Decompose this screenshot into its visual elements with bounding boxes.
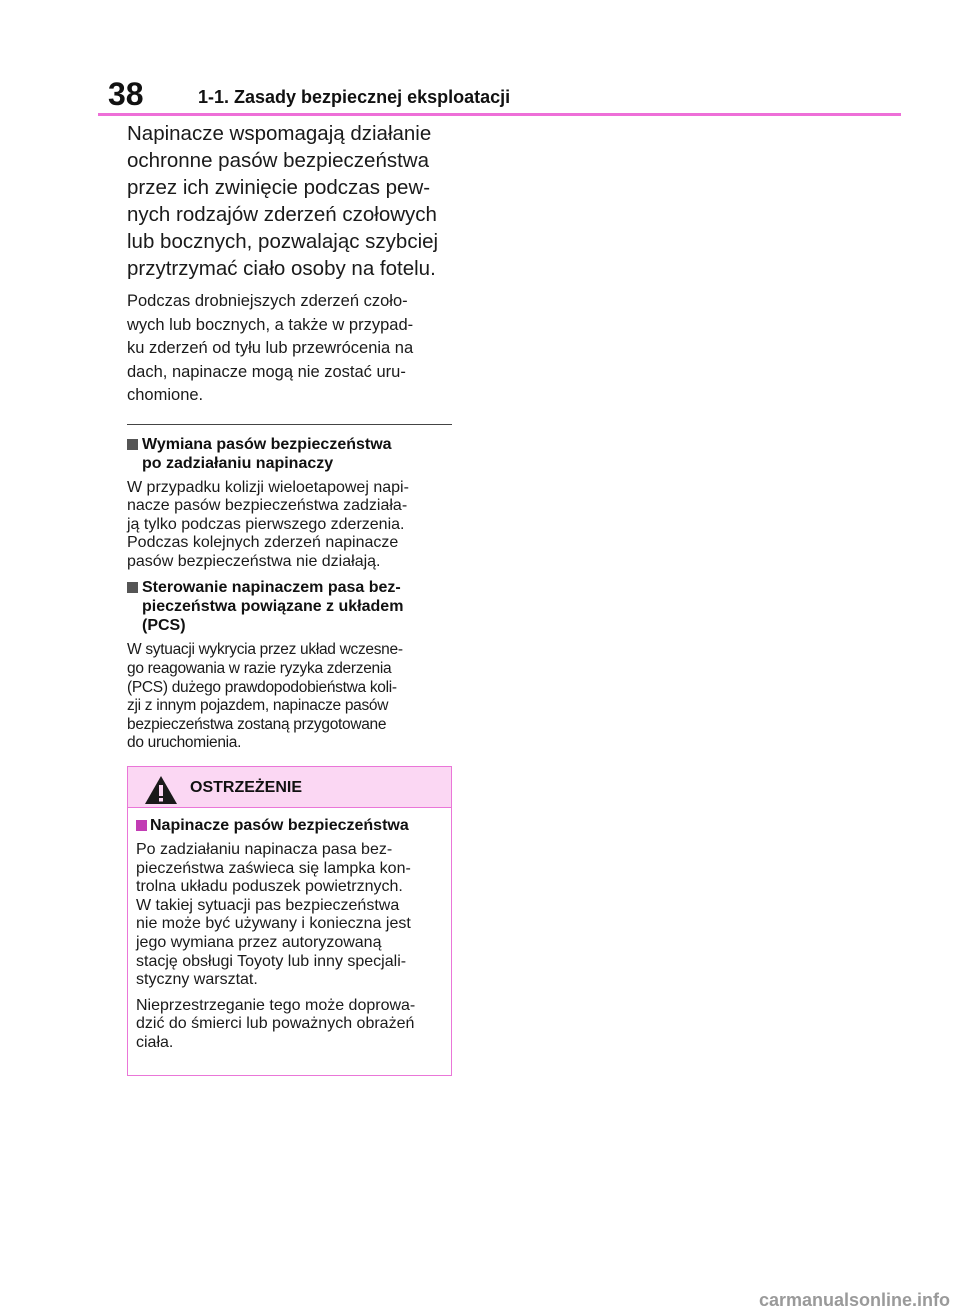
section-title: 1-1. Zasady bezpiecznej eksploatacji — [198, 87, 511, 107]
body-line: pieczeństwa zaświeca się lampka kon- — [136, 859, 411, 877]
heading-line: Napinacze pasów bezpieczeństwa — [150, 817, 409, 834]
warning-paragraph-1 — [136, 841, 443, 990]
warning-heading — [136, 816, 443, 835]
heading-line: Wymiana pasów bezpieczeństwa — [142, 435, 392, 453]
body-line: Po zadziałaniu napinacza pasa bez- — [136, 841, 393, 858]
body-line: jego wymiana przez autoryzowaną — [136, 933, 382, 951]
footer-watermark: carmanualsonline.info — [758, 1290, 950, 1310]
warning-label: OSTRZEŻENIE — [190, 779, 303, 796]
header-rule — [98, 113, 901, 116]
body-line: W takiej sytuacji pas bezpieczeństwa — [136, 896, 400, 914]
body-line: pasów bezpieczeństwa nie działają. — [127, 552, 381, 570]
warning-paragraph-2 — [136, 997, 443, 1053]
section-divider — [127, 424, 452, 425]
main-column — [127, 120, 453, 753]
page-header — [0, 0, 960, 120]
warning-header — [128, 767, 451, 808]
section-heading-pcs — [127, 578, 453, 635]
bullet-square-icon — [127, 582, 138, 593]
lead-line: Napinacze wspomagają działanie — [127, 122, 432, 145]
body-line: zji z innym pojazdem, napinacze pasów — [127, 697, 389, 715]
body-line: ciała. — [136, 1033, 174, 1051]
body-line: W sytuacji wykrycia przez układ wczesne- — [127, 641, 403, 659]
note-line: wych lub bocznych, a także w przypad- — [127, 315, 414, 334]
note-line: dach, napinacze mogą nie zostać uru- — [127, 362, 406, 381]
warning-triangle-icon — [144, 775, 178, 805]
bullet-square-icon — [136, 820, 147, 831]
body-line: stację obsługi Toyoty lub inny specjali- — [136, 952, 407, 970]
heading-line: pieczeństwa powiązane z układem — [142, 598, 404, 616]
page-number: 38 — [108, 76, 144, 112]
note-line: ku zderzeń od tyłu lub przewrócenia na — [127, 339, 414, 357]
note-line: Podczas drobniejszych zderzeń czoło- — [127, 292, 408, 310]
body-line: trolna układu poduszek powietrznych. — [136, 878, 403, 896]
note-line: chomione. — [127, 386, 204, 404]
section-body-pcs — [127, 641, 453, 753]
body-line: nacze pasów bezpieczeństwa zadziała- — [127, 497, 408, 515]
heading-line: (PCS) — [142, 617, 186, 635]
warning-content — [128, 808, 451, 1053]
heading-line: Sterowanie napinaczem pasa bez- — [142, 579, 401, 597]
lead-line: nych rodzajów zderzeń czołowych — [127, 203, 437, 226]
bullet-square-icon — [127, 439, 138, 450]
intro-note — [127, 290, 453, 408]
body-line: (PCS) dużego prawdopodobieństwa koli- — [127, 678, 397, 696]
body-line: go reagowania w razie ryzyka zderzenia — [127, 660, 392, 678]
body-line: styczny warsztat. — [136, 971, 258, 989]
body-line: W przypadku kolizji wieloetapowej napi- — [127, 478, 409, 496]
warning-box — [127, 766, 452, 1076]
lead-line: przytrzymać ciało osoby na fotelu. — [127, 257, 436, 280]
section-heading-replacement — [127, 435, 453, 473]
body-line: do uruchomienia. — [127, 734, 242, 752]
lead-line: lub bocznych, pozwalając szybciej — [127, 230, 439, 253]
body-line: Nieprzestrzeganie tego może doprowa- — [136, 996, 416, 1014]
body-line: Podczas kolejnych zderzeń napinacze — [127, 534, 399, 552]
intro-lead — [127, 120, 453, 282]
body-line: nie może być używany i konieczna jest — [136, 915, 411, 933]
lead-line: przez ich zwinięcie podczas pew- — [127, 176, 431, 199]
heading-line: po zadziałaniu napinaczy — [142, 454, 334, 472]
lead-line: ochronne pasów bezpieczeństwa — [127, 149, 429, 172]
body-line: dzić do śmierci lub poważnych obrażeń — [136, 1015, 415, 1033]
body-line: bezpieczeństwa zostaną przygotowane — [127, 715, 387, 733]
section-body-replacement — [127, 479, 453, 572]
body-line: ją tylko podczas pierwszego zderzenia. — [127, 515, 405, 533]
